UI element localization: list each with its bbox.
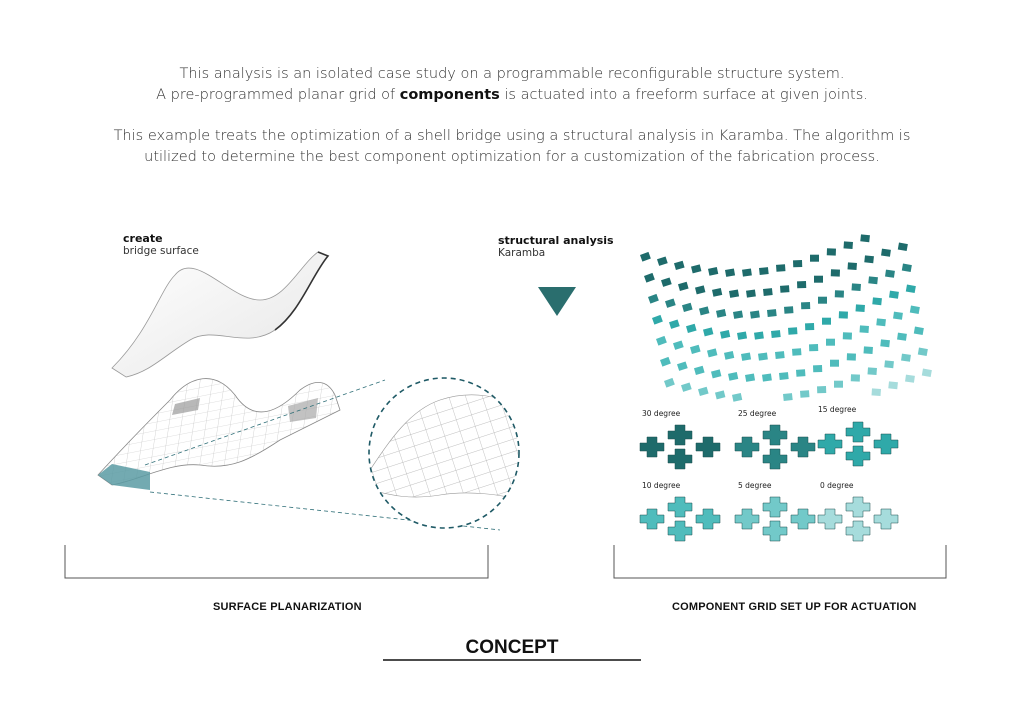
swatch-cross [668,449,692,469]
cloud-component [796,369,805,377]
cloud-component [847,353,856,360]
cloud-component [682,303,693,312]
cloud-component [872,297,882,305]
bridge-surface-label: bridge surface [123,245,199,257]
cloud-component [657,256,668,265]
cloud-component [864,346,873,354]
cloud-component [732,393,742,402]
cloud-component [860,325,869,333]
cloud-component [656,336,667,346]
swatch-cross [696,437,720,457]
cloud-component [783,393,793,401]
swatch-cross [818,509,842,529]
cloud-component [711,369,721,378]
cloud-component [910,306,920,314]
swatch-cross [735,437,759,457]
swatch-cross [846,521,870,541]
concept-title: CONCEPT [465,637,559,658]
create-label: create [123,232,163,245]
cloud-component [856,304,865,312]
swatch-cross [874,434,898,454]
cloud-component [813,365,822,372]
cloud-component [745,373,755,381]
intro-keyword: components [399,87,500,103]
cloud-component [800,390,809,398]
angle-label: 25 degree [738,409,777,418]
mesh-surface-shape [98,379,340,490]
cloud-component [754,331,764,339]
angle-swatch [818,422,898,466]
cloud-component [699,306,709,315]
cloud-component [889,291,899,299]
angle-swatch [640,497,720,541]
cloud-component [885,270,895,278]
cloud-component [664,378,675,388]
cloud-component [784,306,793,314]
cloud-component [716,309,726,318]
cloud-component [729,289,739,297]
cloud-component [694,366,705,375]
cloud-component [876,318,886,326]
cloud-component [818,297,827,304]
karamba-label: Karamba [498,247,546,259]
swatch-cross [763,497,787,517]
cloud-component [872,388,881,396]
cloud-component [793,260,802,267]
swatch-cross [668,425,692,445]
cloud-component [888,381,898,389]
cloud-component [831,269,840,276]
cloud-component [695,285,705,294]
cloud-component [681,382,692,391]
cloud-component [677,361,688,370]
cloud-component [678,282,689,291]
cloud-component [661,277,672,286]
cloud-component [827,248,836,255]
cloud-component [822,318,831,325]
cloud-component [741,352,751,360]
swatch-cross [735,509,759,529]
cloud-component [691,264,701,273]
cloud-component [776,264,785,272]
cloud-component [758,352,768,360]
cloud-component [759,267,769,275]
cloud-component [897,333,907,341]
angle-label: 15 degree [818,405,857,414]
cloud-component [906,285,916,293]
cloud-component [698,387,709,396]
swatch-cross [846,422,870,442]
angle-swatch [735,425,815,469]
cloud-component [922,369,932,377]
structural-analysis-label: structural analysis [498,234,614,247]
swatch-cross [791,509,815,529]
cloud-component [817,386,826,393]
cloud-component [780,285,789,293]
cloud-component [902,264,912,272]
cloud-component [652,315,663,325]
cloud-component [686,324,697,333]
cloud-component [860,234,870,242]
cloud-component [905,375,915,383]
cloud-component [914,327,924,335]
cloud-component [674,261,685,270]
component-cloud [640,234,932,401]
cloud-component [901,354,911,362]
cloud-component [707,348,717,357]
cloud-component [826,339,835,346]
swatch-cross [791,437,815,457]
angle-label: 30 degree [642,409,681,418]
swatch-cross [763,449,787,469]
cloud-component [868,276,878,284]
cloud-component [788,327,797,335]
intro-line-2-post: is actuated into a freeform surface at given joints. [499,87,868,103]
surface-planarization-caption: SURFACE PLANARIZATION [213,601,362,613]
cloud-component [742,268,752,276]
cloud-component [848,262,857,270]
cloud-component [640,252,651,262]
cloud-component [884,360,894,368]
zoom-circle [369,378,525,528]
right-bracket [614,545,946,578]
cloud-component [762,373,772,381]
cloud-component [898,243,908,251]
swatch-cross [763,521,787,541]
cloud-component [665,298,676,307]
cloud-component [775,351,785,359]
cloud-component [644,273,655,283]
swatch-cross [668,521,692,541]
intro-line-3: This example treats the optimization of a shell bridge using a structural analysis in Karamba. The algorithm is [113,128,911,144]
cloud-component [737,331,747,339]
angle-label: 10 degree [642,481,681,490]
cloud-component [712,288,722,297]
cloud-component [843,332,852,339]
intro-line-2-pre: A pre-programmed planar grid of [156,87,400,103]
cloud-component [779,372,789,380]
left-bracket [65,545,488,578]
swatch-cross [640,437,664,457]
cloud-component [673,340,684,349]
cloud-component [844,241,853,249]
cloud-component [810,255,819,262]
cloud-component [851,374,860,381]
intro-line-4: utilized to determine the best component optimization for a customization of the fabrication process. [144,149,880,165]
cloud-component [763,288,773,296]
cloud-component [728,372,738,381]
cloud-component [881,249,891,257]
cloud-component [690,345,701,354]
cloud-component [801,302,810,309]
bridge-surface-shape [112,252,328,377]
cloud-component [868,367,877,375]
angle-swatch [818,497,898,541]
cloud-component [715,390,725,399]
cloud-component [797,281,806,288]
cloud-component [669,319,680,328]
cloud-component [725,268,735,276]
cloud-component [814,276,823,283]
swatch-cross [846,497,870,517]
down-arrow-icon [538,287,576,316]
cloud-component [660,357,671,367]
swatch-cross [818,434,842,454]
swatch-cross [763,425,787,445]
swatch-cross [874,509,898,529]
swatch-cross [696,509,720,529]
cloud-component [852,283,861,291]
cloud-component [708,267,718,276]
cloud-component [893,312,903,320]
cloud-component [750,310,760,318]
cloud-component [703,327,713,336]
cloud-component [648,294,659,304]
swatch-cross [640,509,664,529]
cloud-component [724,351,734,360]
angle-swatch [640,425,720,469]
intro-line-1: This analysis is an isolated case study on a programmable reconfigurable structure system. [179,66,845,82]
cloud-component [839,311,848,318]
component-grid-caption: COMPONENT GRID SET UP FOR ACTUATION [672,601,917,613]
swatch-cross [846,446,870,466]
cloud-component [733,310,743,318]
cloud-component [720,330,730,339]
cloud-component [834,381,843,388]
angle-label: 5 degree [738,481,772,490]
angle-label: 0 degree [820,481,854,490]
cloud-component [918,348,928,356]
cloud-component [880,339,890,347]
swatch-cross [668,497,692,517]
cloud-component [835,290,844,297]
angle-swatch [735,497,815,541]
cloud-component [805,323,814,330]
cloud-component [830,360,839,367]
cloud-component [809,344,818,351]
cloud-component [767,309,777,317]
cloud-component [746,289,756,297]
cloud-component [792,348,801,356]
cloud-component [771,330,781,338]
cloud-component [864,255,874,263]
